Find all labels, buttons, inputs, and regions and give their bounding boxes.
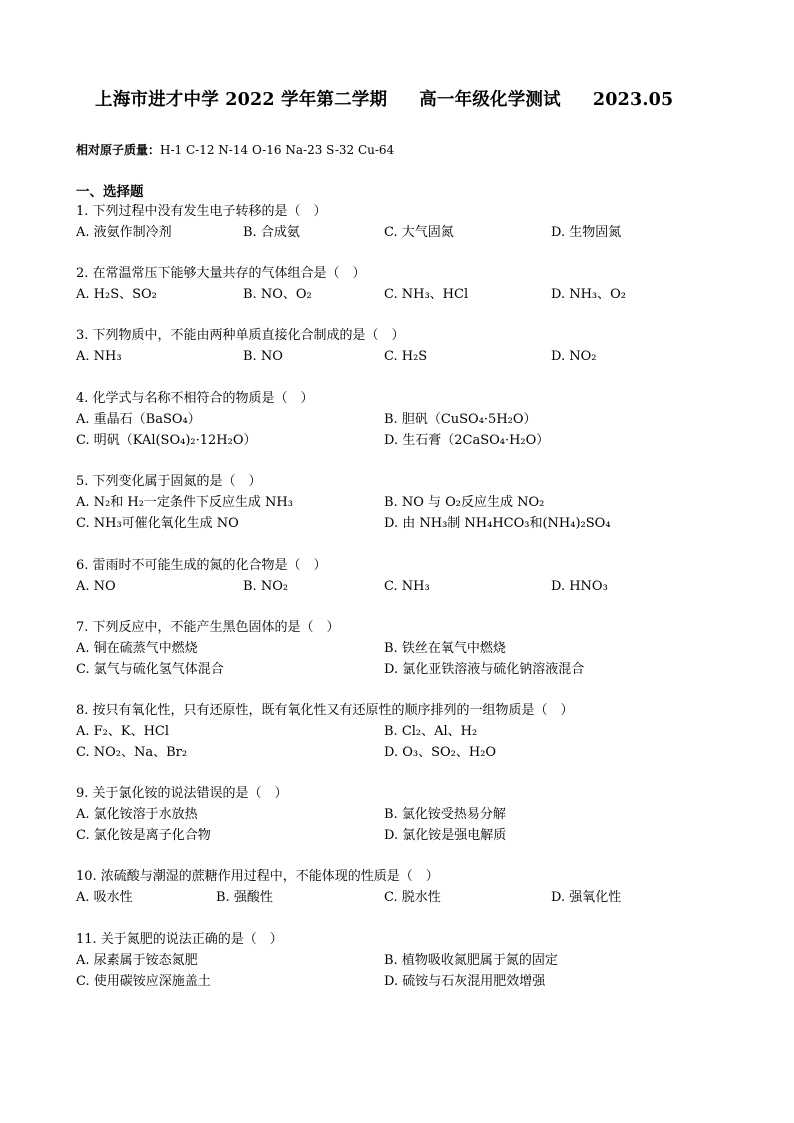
atomic-mass-values: H-1 C-12 N-14 O-16 Na-23 S-32 Cu-64 <box>160 143 395 157</box>
option-b: B. 铁丝在氧气中燃烧 <box>384 641 506 656</box>
option-b: B. NO <box>243 349 283 364</box>
question-stem: 4. 化学式与名称不相符合的物质是（ ） <box>76 391 314 406</box>
option-d: D. 硫铵与石灰混用肥效增强 <box>384 974 546 989</box>
option-d: D. 生石膏（2CaSO₄·H₂O） <box>384 433 550 448</box>
question-stem: 9. 关于氯化铵的说法错误的是（ ） <box>76 786 288 801</box>
option-d: D. NO₂ <box>551 349 597 364</box>
option-a: A. F₂、K、HCl <box>76 724 170 739</box>
question-11 <box>76 929 716 992</box>
option-row <box>76 430 716 451</box>
option-a: A. 吸水性 <box>76 890 133 905</box>
option-c: C. 明矾（KAl(SO₄)₂·12H₂O） <box>76 433 257 448</box>
question-3 <box>76 325 716 367</box>
question-stem: 11. 关于氮肥的说法正确的是（ ） <box>76 932 283 947</box>
option-a: A. NH₃ <box>76 349 122 364</box>
option-b: B. 强酸性 <box>216 890 273 905</box>
question-stem: 6. 雷雨时不可能生成的氮的化合物是（ ） <box>76 558 327 573</box>
option-row <box>76 346 716 367</box>
question-9 <box>76 783 716 846</box>
option-row <box>76 804 716 825</box>
question-stem: 3. 下列物质中，不能由两种单质直接化合制成的是（ ） <box>76 328 405 343</box>
option-row <box>76 659 716 680</box>
question-stem: 8. 按只有氧化性，只有还原性，既有氧化性又有还原性的顺序排列的一组物质是（ ） <box>76 703 574 718</box>
option-a: A. 铜在硫蒸气中燃烧 <box>76 641 198 656</box>
title-grade-subject: 高一年级化学测试 <box>419 90 561 110</box>
option-a: A. 重晶石（BaSO₄） <box>76 412 201 427</box>
section-title: 一、选择题 <box>76 184 144 200</box>
title-school-term: 上海市进才中学 2022 学年第二学期 <box>95 90 388 110</box>
option-row <box>76 638 716 659</box>
option-a: A. 氯化铵溶于水放热 <box>76 807 198 822</box>
question-stem: 5. 下列变化属于固氮的是（ ） <box>76 474 262 489</box>
option-row <box>76 284 716 305</box>
option-c: C. 脱水性 <box>384 890 441 905</box>
option-row <box>76 721 716 742</box>
question-4 <box>76 388 716 451</box>
option-row <box>76 409 716 430</box>
option-row <box>76 825 716 846</box>
option-c: C. NH₃、HCl <box>384 287 469 302</box>
option-d: D. 氯化亚铁溶液与硫化钠溶液混合 <box>384 662 585 677</box>
option-b: B. 氯化铵受热易分解 <box>384 807 506 822</box>
option-d: D. NH₃、O₂ <box>551 287 627 302</box>
question-1 <box>76 201 716 243</box>
option-d: D. 由 NH₃制 NH₄HCO₃和(NH₄)₂SO₄ <box>384 516 611 531</box>
option-c: C. H₂S <box>384 349 428 364</box>
question-stem: 10. 浓硫酸与潮湿的蔗糖作用过程中，不能体现的性质是（ ） <box>76 869 439 884</box>
question-6 <box>76 555 716 597</box>
question-stem: 1. 下列过程中没有发生电子转移的是（ ） <box>76 204 327 219</box>
option-c: C. NH₃可催化氧化生成 NO <box>76 516 239 531</box>
option-row <box>76 887 716 908</box>
option-d: D. 氯化铵是强电解质 <box>384 828 507 843</box>
option-row <box>76 492 716 513</box>
option-d: D. 生物固氮 <box>551 225 622 240</box>
option-c: C. 氯气与硫化氢气体混合 <box>76 662 224 677</box>
option-a: A. H₂S、SO₂ <box>76 287 157 302</box>
option-row <box>76 971 716 992</box>
option-b: B. Cl₂、Al、H₂ <box>384 724 478 739</box>
option-a: A. 尿素属于铵态氮肥 <box>76 953 198 968</box>
question-2 <box>76 263 716 305</box>
option-a: A. 液氨作制冷剂 <box>76 225 172 240</box>
question-10 <box>76 866 716 908</box>
option-a: A. NO <box>76 579 116 594</box>
option-row <box>76 222 716 243</box>
option-c: C. NO₂、Na、Br₂ <box>76 745 188 760</box>
option-row <box>76 513 716 534</box>
option-a: A. N₂和 H₂一定条件下反应生成 NH₃ <box>76 495 293 510</box>
question-stem: 2. 在常温常压下能够大量共存的气体组合是（ ） <box>76 266 366 281</box>
option-b: B. 胆矾（CuSO₄·5H₂O） <box>384 412 537 427</box>
option-row <box>76 742 716 763</box>
option-c: C. 氯化铵是离子化合物 <box>76 828 211 843</box>
atomic-mass-line <box>76 141 394 158</box>
title-date: 2023.05 <box>592 90 674 110</box>
option-b: B. 植物吸收氮肥属于氮的固定 <box>384 953 558 968</box>
option-d: D. O₃、SO₂、H₂O <box>384 745 497 760</box>
page-title <box>95 86 735 111</box>
question-stem: 7. 下列反应中，不能产生黑色固体的是（ ） <box>76 620 340 635</box>
question-7 <box>76 617 716 680</box>
option-d: D. HNO₃ <box>551 579 608 594</box>
option-row <box>76 576 716 597</box>
question-8 <box>76 700 716 763</box>
option-d: D. 强氧化性 <box>551 890 622 905</box>
option-row <box>76 950 716 971</box>
option-b: B. NO₂ <box>243 579 289 594</box>
question-5 <box>76 471 716 534</box>
option-b: B. 合成氨 <box>243 225 300 240</box>
atomic-mass-label: 相对原子质量： <box>76 143 161 157</box>
option-b: B. NO 与 O₂反应生成 NO₂ <box>384 495 545 510</box>
option-c: C. 大气固氮 <box>384 225 454 240</box>
option-c: C. 使用碳铵应深施盖土 <box>76 974 211 989</box>
option-b: B. NO、O₂ <box>243 287 312 302</box>
option-c: C. NH₃ <box>384 579 430 594</box>
